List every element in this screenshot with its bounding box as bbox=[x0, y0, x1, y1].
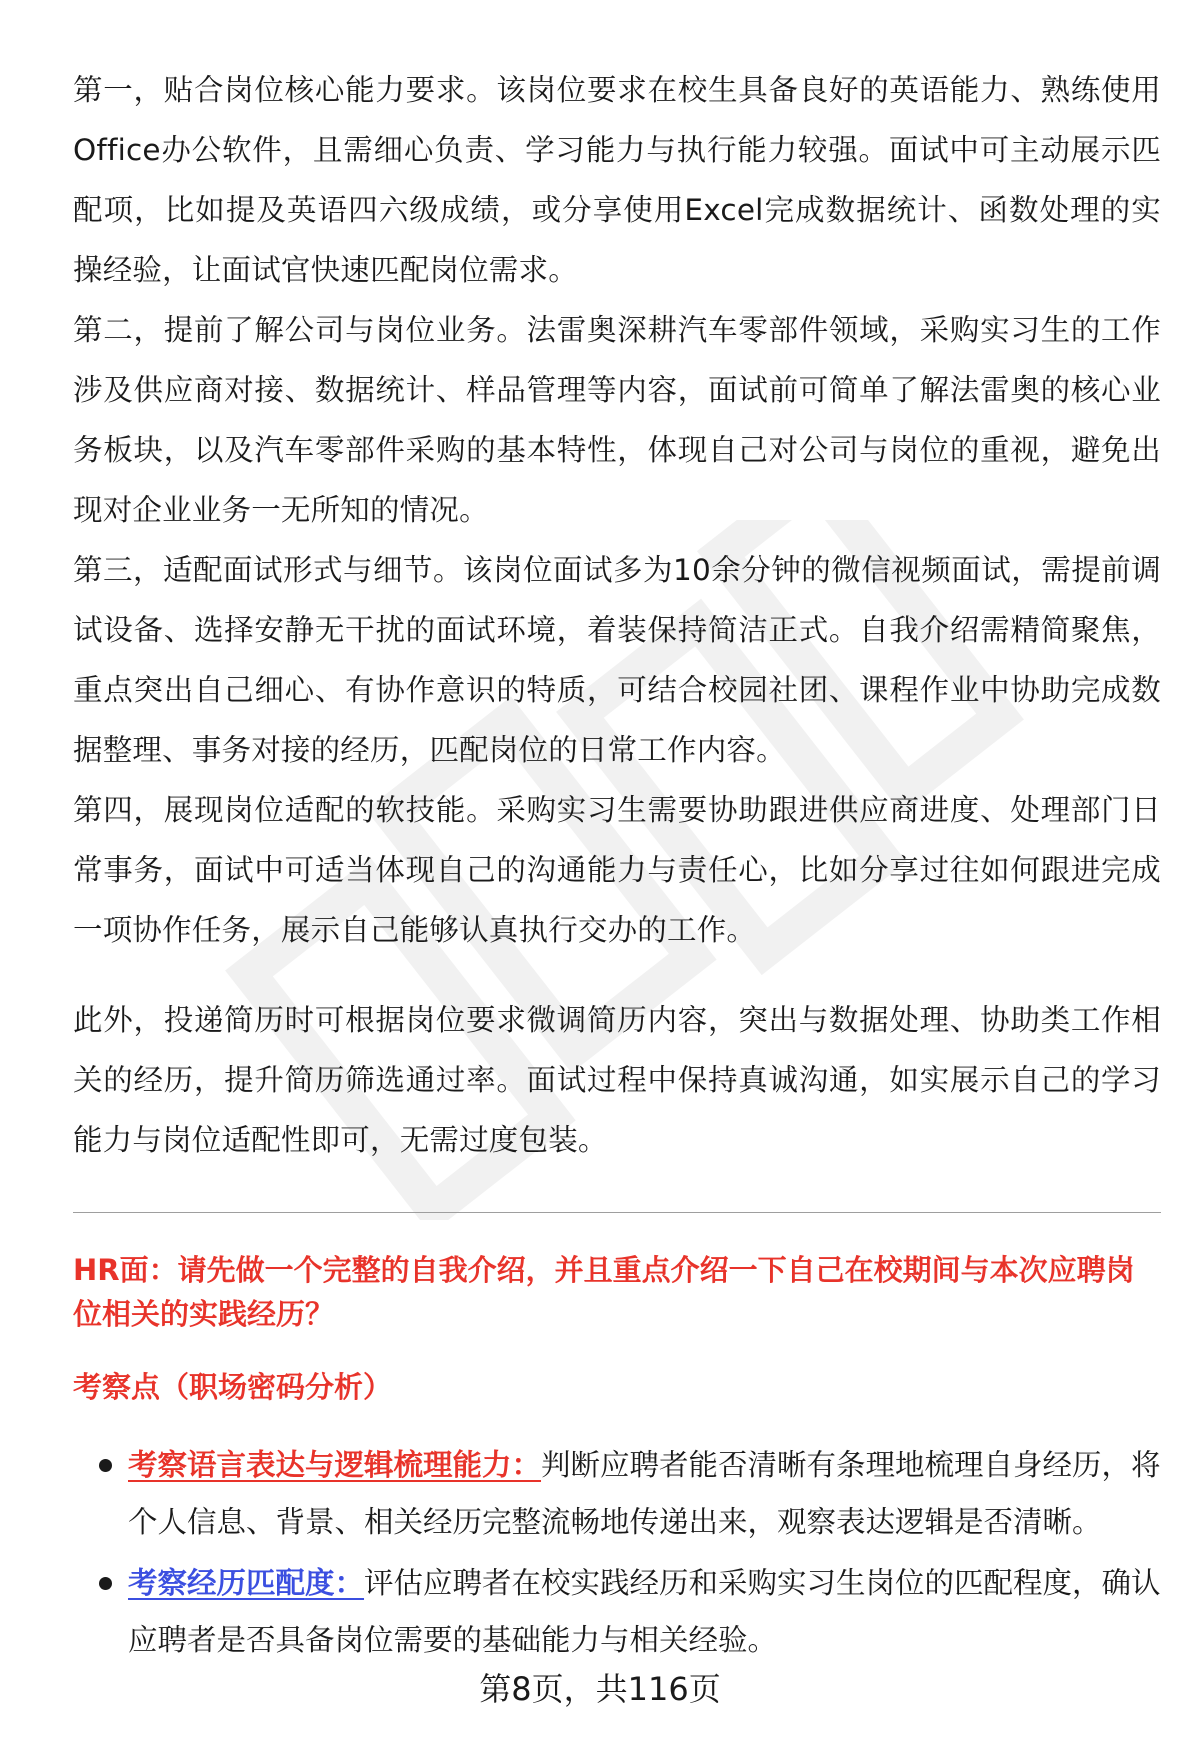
main-content bbox=[73, 60, 1161, 1170]
bullet-icon bbox=[99, 1577, 112, 1590]
section-divider bbox=[73, 1212, 1161, 1213]
bullet-text: 评估应聘者在校实践经历和采购实习生岗位的匹配程度，确认应聘者是否具备岗位需要的基础能力与相关经验。 bbox=[128, 1566, 1161, 1657]
paragraph-fourth: 第四，展现岗位适配的软技能。采购实习生需要协助跟进供应商进度、处理部门日常事务，面试中可适当体现自己的沟通能力与责任心，比如分享过往如何跟进完成一项协作任务，展示自己能够认真执行交办的工作。 bbox=[73, 793, 1161, 947]
bullet-text: 判断应聘者能否清晰有条理地梳理自身经历，将个人信息、背景、相关经历完整流畅地传递出来，观察表达逻辑是否清晰。 bbox=[128, 1448, 1161, 1539]
list-item bbox=[73, 1555, 1161, 1669]
hr-interview-question: HR面：请先做一个完整的自我介绍，并且重点介绍一下自己在校期间与本次应聘岗位相关的实践经历？ bbox=[73, 1253, 1135, 1331]
paragraph-second: 第二，提前了解公司与岗位业务。法雷奥深耕汽车零部件领域，采购实习生的工作涉及供应商对接、数据统计、样品管理等内容，面试前可简单了解法雷奥的核心业务板块，以及汽车零部件采购的基本特性，体现自己对公司与岗位的重视，避免出现对企业业务一无所知的情况。 bbox=[73, 313, 1161, 527]
paragraph-first: 第一，贴合岗位核心能力要求。该岗位要求在校生具备良好的英语能力、熟练使用Office办公软件，且需细心负责、学习能力与执行能力较强。面试中可主动展示匹配项，比如提及英语四六级成绩，或分享使用Excel完成数据统计、函数处理的实操经验，让面试官快速匹配岗位需求。 bbox=[73, 73, 1161, 287]
page-number: 第8页，共116页 bbox=[479, 1670, 721, 1708]
bullet-key-language: 考察语言表达与逻辑梳理能力： bbox=[128, 1448, 542, 1482]
paragraph-additional: 此外，投递简历时可根据岗位要求微调简历内容，突出与数据处理、协助类工作相关的经历，提升简历筛选通过率。面试过程中保持真诚沟通，如实展示自己的学习能力与岗位适配性即可，无需过度包装。 bbox=[73, 1003, 1161, 1157]
list-item bbox=[73, 1437, 1161, 1551]
bullet-key-experience: 考察经历匹配度： bbox=[128, 1566, 365, 1600]
bullet-icon bbox=[99, 1459, 112, 1472]
paragraph-third: 第三，适配面试形式与细节。该岗位面试多为10余分钟的微信视频面试，需提前调试设备、选择安静无干扰的面试环境，着装保持简洁正式。自我介绍需精简聚焦，重点突出自己细心、有协作意识的特质，可结合校园社团、课程作业中协助完成数据整理、事务对接的经历，匹配岗位的日常工作内容。 bbox=[73, 553, 1161, 767]
evaluation-list bbox=[73, 1437, 1161, 1673]
evaluation-heading: 考察点（职场密码分析） bbox=[73, 1370, 393, 1404]
